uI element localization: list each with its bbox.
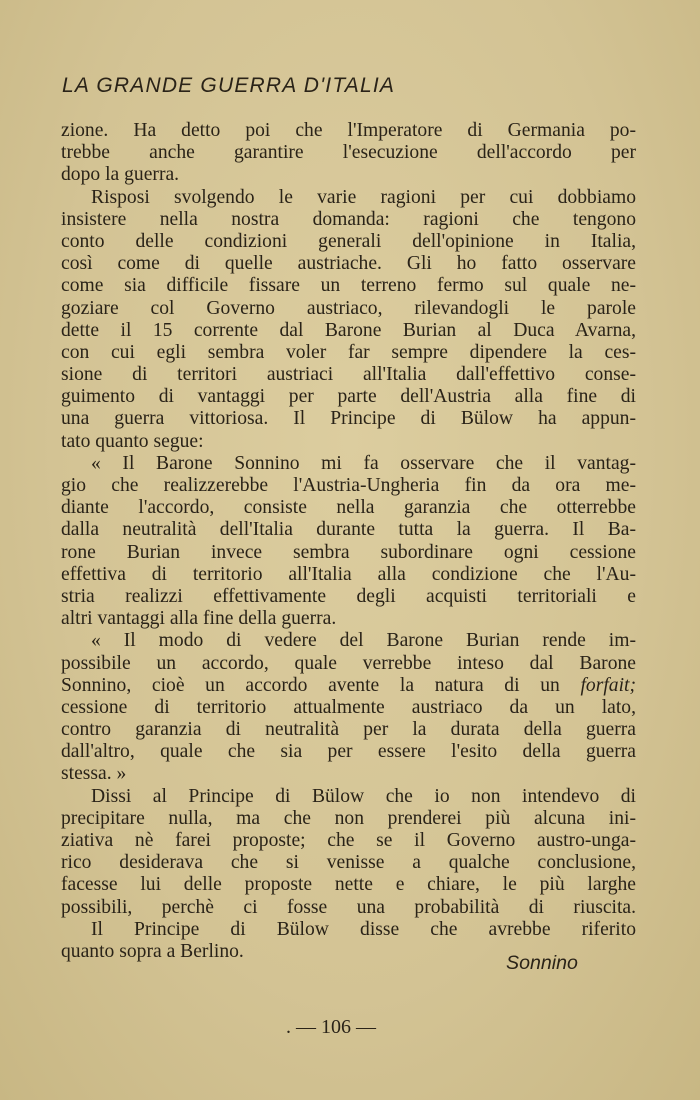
italic-term: forfait; [580, 674, 637, 696]
text-line: tato quanto segue: [61, 430, 204, 452]
text-line: cessione di territorio attualmente austriaco da un lato, [61, 696, 636, 718]
text-line: gio che realizzerebbe l'Austria-Ungheria fin da ora me- [61, 475, 636, 496]
text-line-with-italic [61, 675, 636, 697]
text-line: Dissi al Principe di Bülow che io non intendevo di [91, 785, 636, 807]
text-line: sione di territori austriaci all'Italia dall'effettivo conse- [61, 364, 636, 386]
text-line: dette il 15 corrente dal Barone Burian al Duca Avarna, [61, 319, 636, 341]
text-line: dalla neutralità dell'Italia durante tutta la guerra. Il Ba- [61, 519, 636, 541]
text-line: trebbe anche garantire l'esecuzione dell'accordo per [61, 142, 636, 164]
text-line: possibili, perchè ci fosse una probabilità di riuscita. [61, 896, 636, 918]
text-line: precipitare nulla, ma che non prenderei più alcuna ini- [61, 807, 636, 829]
text-line: come sia difficile fissare un terreno fermo sul quale ne- [61, 275, 636, 297]
text-line: conto delle condizioni generali dell'opinione in Italia, [61, 230, 636, 252]
text-line: ziativa nè farei proposte; che se il Governo austro-unga- [61, 830, 636, 851]
text-line: Risposi svolgendo le varie ragioni per cui dobbiamo [91, 186, 636, 208]
text-line: facesse lui delle proposte nette e chiare, le più larghe [61, 874, 636, 896]
text-line: rone Burian invece sembra subordinare ogni cessione [61, 541, 636, 563]
signature: Sonnino [506, 952, 578, 974]
text-line: dopo la guerra. [61, 164, 180, 186]
text-line: rico desiderava che si venisse a qualche conclusione, [61, 852, 636, 874]
page-number: . — 106 — [286, 1016, 376, 1038]
text-line: una guerra vittoriosa. Il Principe di Bülow ha appun- [61, 408, 636, 430]
running-head-title: LA GRANDE GUERRA D'ITALIA [62, 74, 396, 97]
text-line: contro garanzia di neutralità per la durata della guerra [61, 719, 636, 741]
text-line: stessa. » [61, 763, 127, 785]
text-line: insistere nella nostra domanda: ragioni che tengono [61, 208, 636, 230]
body-text [61, 120, 636, 963]
text-line: « Il Barone Sonnino mi fa osservare che il vantag- [91, 452, 636, 474]
text-line: effettiva di territorio all'Italia alla condizione che l'Au- [61, 563, 636, 585]
text-line: zione. Ha detto poi che l'Imperatore di Germania po- [61, 120, 636, 141]
text-line: altri vantaggi alla fine della guerra. [61, 608, 337, 630]
text-line: dall'altro, quale che sia per essere l'esito della guerra [61, 741, 636, 763]
text-line: goziare col Governo austriaco, rilevandogli le parole [61, 297, 636, 319]
text-line: possibile un accordo, quale verrebbe inteso dal Barone [61, 652, 636, 674]
text-line: così come di quelle austriache. Gli ho fatto osservare [61, 253, 636, 275]
text-segment: Sonnino, cioè un accordo avente la natura di un [61, 674, 560, 696]
text-line: guimento di vantaggi per parte dell'Austria alla fine di [61, 386, 636, 408]
text-line: con cui egli sembra voler far sempre dipendere la ces- [61, 341, 636, 363]
text-line: stria realizzi effettivamente degli acquisti territoriali e [61, 585, 636, 607]
text-line: diante l'accordo, consiste nella garanzia che otterrebbe [61, 497, 636, 519]
text-line: quanto sopra a Berlino. [61, 940, 244, 962]
text-line: Il Principe di Bülow disse che avrebbe riferito [91, 918, 636, 940]
text-line: « Il modo di vedere del Barone Burian rende im- [91, 630, 636, 652]
